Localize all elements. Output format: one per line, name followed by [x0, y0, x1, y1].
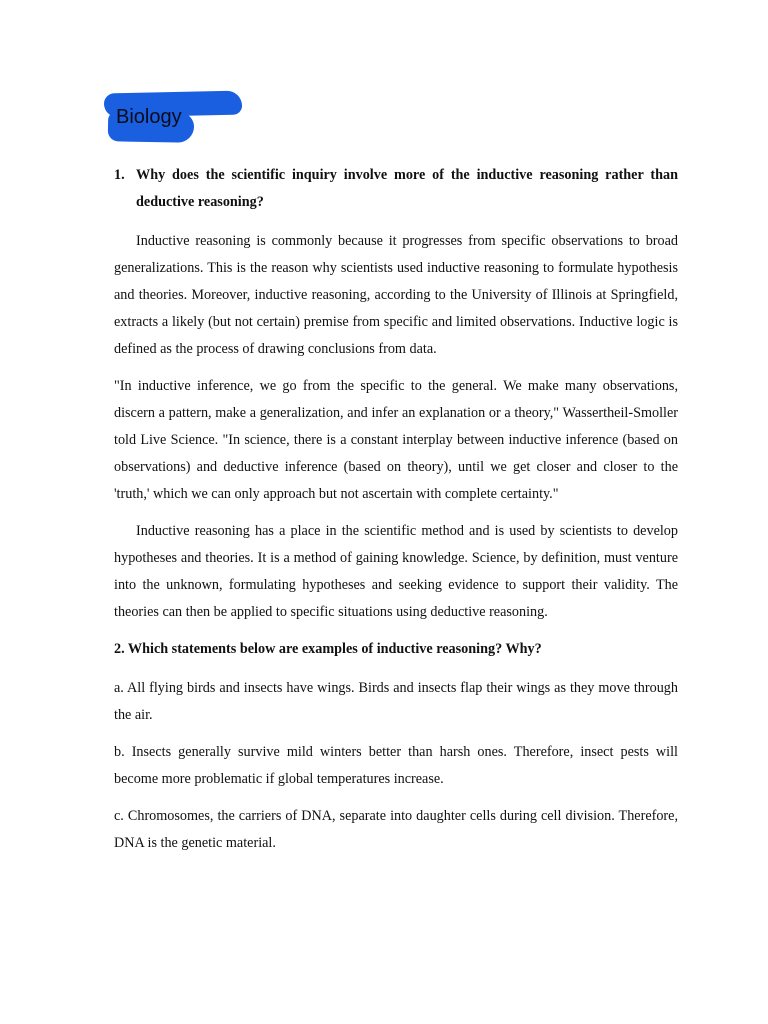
answer-paragraph-2: "In inductive inference, we go from the specific to the general. We make many observations, discern a pattern, make a generalization, and infer an explanation or a theory," Wassertheil-Smoller told Live Science. "In science, there is a constant interplay between inductive inference (based on observations) and deductive inference (based on theory), until we get closer and closer to the 'truth,' which we can only approach but not ascertain with complete certainty.": [114, 378, 678, 502]
answer-paragraph-3: Inductive reasoning has a place in the scientific method and is used by scientists to develop hypotheses and theories. It is a method of gaining knowledge. Science, by definition, must venture into the unknown, formulating hypotheses and seeking evidence to support their validity. The theories can then be applied to specific situations using deductive reasoning.: [114, 523, 678, 620]
option-c: c. Chromosomes, the carriers of DNA, separate into daughter cells during cell division. Therefore, DNA is the genetic material.: [114, 808, 678, 851]
page-title: Biology: [116, 106, 182, 128]
question-1-number: 1.: [114, 167, 125, 183]
document-body: [114, 162, 678, 867]
question-1-text: Why does the scientific inquiry involve more of the inductive reasoning rather than deductive reasoning?: [136, 167, 678, 210]
option-b: b. Insects generally survive mild winters better than harsh ones. Therefore, insect pests will become more problematic if global temperatures increase.: [114, 744, 678, 787]
option-a: a. All flying birds and insects have wings. Birds and insects flap their wings as they move through the air.: [114, 680, 678, 723]
question-2: 2. Which statements below are examples of inductive reasoning? Why?: [114, 641, 542, 657]
question-1: [114, 162, 678, 216]
answer-paragraph-1: Inductive reasoning is commonly because it progresses from specific observations to broad generalizations. This is the reason why scientists used inductive reasoning to formulate hypothesis and theories. Moreover, inductive reasoning, according to the University of Illinois at Springfield, extracts a likely (but not certain) premise from specific and limited observations. Inductive logic is defined as the process of drawing conclusions from data.: [114, 233, 678, 357]
